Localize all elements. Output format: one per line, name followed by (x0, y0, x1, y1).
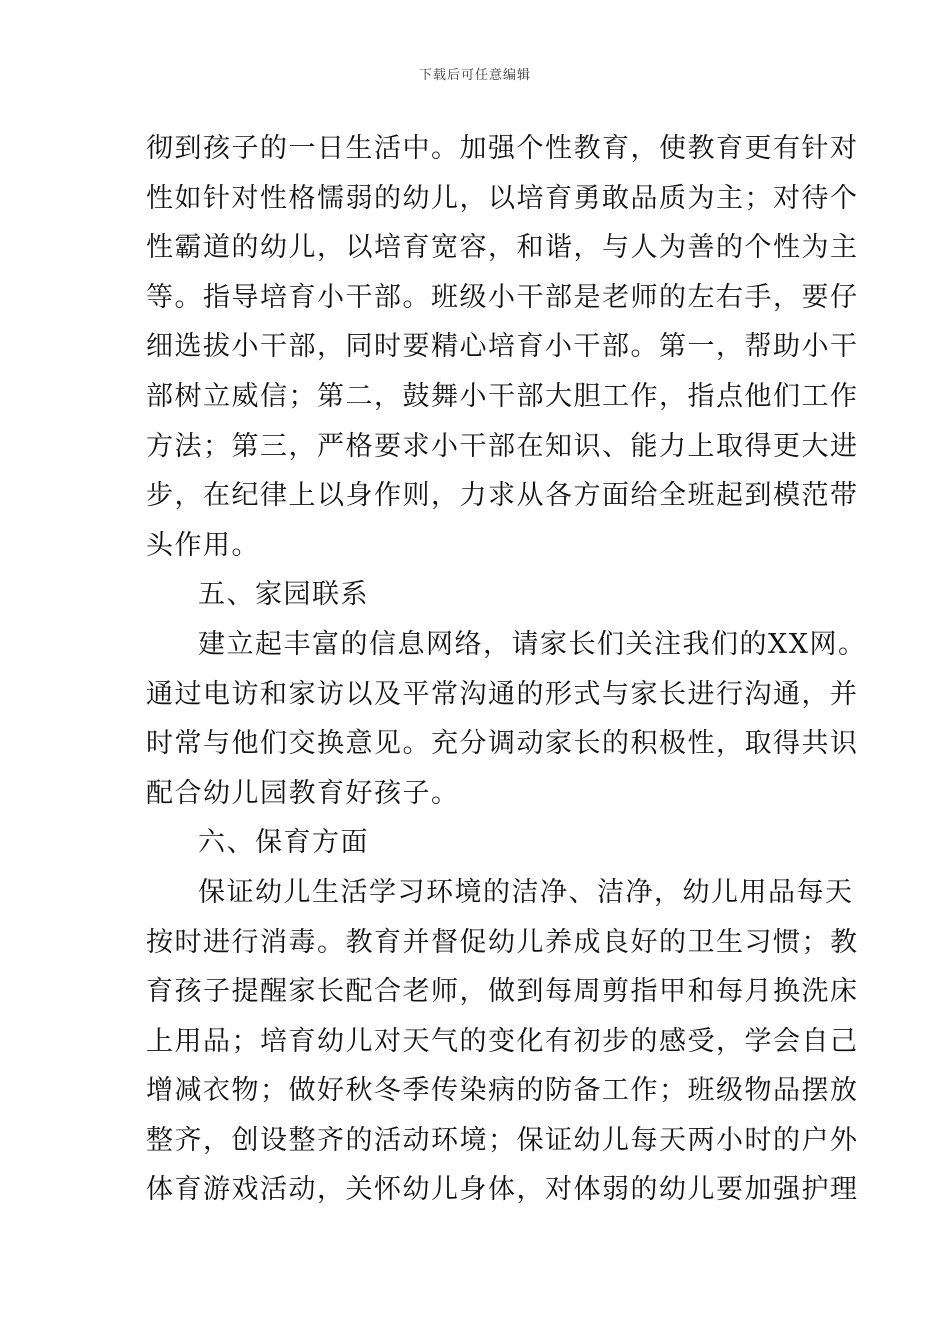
body-line: 育孩子提醒家长配合老师，做到每周剪指甲和每月换洗床 (146, 976, 859, 1008)
body-line: 细选拔小干部，同时要精心培育小干部。第一，帮助小干 (146, 331, 859, 363)
body-line: 步，在纪律上以身作则，力求从各方面给全班起到模范带 (146, 480, 859, 512)
body-line: 头作用。 (146, 529, 260, 561)
header-note: 下载后可任意编辑 (418, 68, 531, 83)
section-heading: 五、家园联系 (198, 579, 369, 611)
body-line: 通过电访和家访以及平常沟通的形式与家长进行沟通，并 (146, 678, 859, 710)
body-line: 方法；第三，严格要求小干部在知识、能力上取得更大进 (146, 430, 859, 462)
section-heading: 六、保育方面 (198, 827, 369, 859)
body-line: 增减衣物；做好秋冬季传染病的防备工作；班级物品摆放 (146, 1075, 859, 1107)
body-line: 保证幼儿生活学习环境的洁净、洁净，幼儿用品每天 (198, 876, 854, 908)
body-line: 体育游戏活动，关怀幼儿身体，对体弱的幼儿要加强护理 (146, 1174, 859, 1206)
body-line: 彻到孩子的一日生活中。加强个性教育，使教育更有针对 (146, 133, 859, 164)
body-line: 配合幼儿园教育好孩子。 (146, 777, 460, 809)
body-line: 部树立威信；第二，鼓舞小干部大胆工作，指点他们工作 (146, 380, 859, 412)
body-line: 性霸道的幼儿，以培育宽容，和谐，与人为善的个性为主 (146, 232, 859, 264)
body-line: 时常与他们交换意见。充分调动家长的积极性，取得共识 (146, 728, 859, 760)
document-body (146, 124, 867, 1215)
body-line: 上用品；培育幼儿对天气的变化有初步的感受，学会自己 (146, 1025, 859, 1057)
body-line: 建立起丰富的信息网络，请家长们关注我们的XX网。 (198, 628, 867, 660)
body-line: 等。指导培育小干部。班级小干部是老师的左右手，要仔 (146, 281, 859, 313)
body-line: 按时进行消毒。教育并督促幼儿养成良好的卫生习惯；教 (146, 926, 859, 958)
body-line: 整齐，创设整齐的活动环境；保证幼儿每天两小时的户外 (146, 1124, 859, 1156)
body-line: 性如针对性格懦弱的幼儿，以培育勇敢品质为主；对待个 (146, 182, 859, 214)
